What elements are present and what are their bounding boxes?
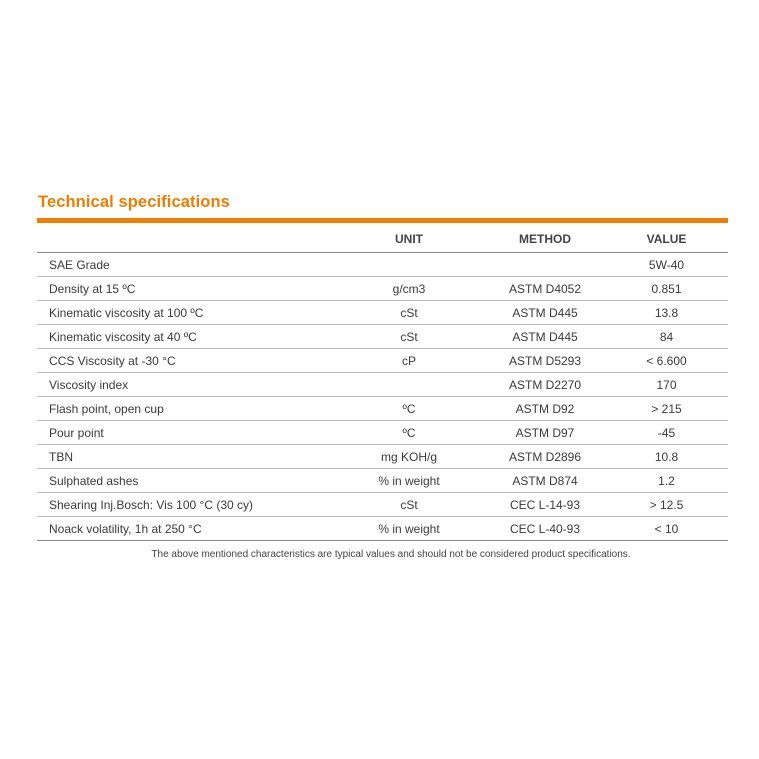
row-method: CEC L-14-93 [485, 493, 605, 517]
table-row [37, 349, 728, 373]
row-value: > 12.5 [605, 493, 728, 517]
row-value: 1.2 [605, 469, 728, 493]
row-value: 5W-40 [605, 253, 728, 277]
row-value: 170 [605, 373, 728, 397]
header-property [37, 226, 333, 253]
section-title: Technical specifications [38, 193, 230, 211]
row-method: ASTM D97 [485, 421, 605, 445]
row-value: 0.851 [605, 277, 728, 301]
table-row [37, 421, 728, 445]
row-method: ASTM D92 [485, 397, 605, 421]
row-label: Kinematic viscosity at 100 ºC [37, 301, 333, 325]
table-row [37, 253, 728, 277]
row-unit: ºC [333, 397, 485, 421]
row-unit [333, 373, 485, 397]
row-value: -45 [605, 421, 728, 445]
row-method: ASTM D445 [485, 325, 605, 349]
row-method: ASTM D2896 [485, 445, 605, 469]
row-method: ASTM D4052 [485, 277, 605, 301]
row-value: < 10 [605, 517, 728, 541]
header-method: METHOD [485, 226, 605, 253]
row-label: Viscosity index [37, 373, 333, 397]
row-unit: % in weight [333, 469, 485, 493]
row-unit [333, 253, 485, 277]
row-unit: cSt [333, 325, 485, 349]
accent-divider [37, 218, 728, 223]
table-row [37, 301, 728, 325]
row-label: Sulphated ashes [37, 469, 333, 493]
row-unit: cP [333, 349, 485, 373]
row-label: Density at 15 ºC [37, 277, 333, 301]
table-row [37, 517, 728, 541]
row-value: 13.8 [605, 301, 728, 325]
table-row [37, 469, 728, 493]
row-unit: cSt [333, 493, 485, 517]
table-row [37, 325, 728, 349]
specifications-table [37, 226, 728, 541]
row-label: Pour point [37, 421, 333, 445]
row-value: > 215 [605, 397, 728, 421]
row-label: SAE Grade [37, 253, 333, 277]
row-method: ASTM D874 [485, 469, 605, 493]
row-unit: cSt [333, 301, 485, 325]
row-value: < 6.600 [605, 349, 728, 373]
table-row [37, 373, 728, 397]
row-method: ASTM D5293 [485, 349, 605, 373]
row-unit: mg KOH/g [333, 445, 485, 469]
footnote: The above mentioned characteristics are typical values and should not be considered product specifications. [151, 549, 631, 560]
row-label: Noack volatility, 1h at 250 °C [37, 517, 333, 541]
header-value: VALUE [605, 226, 728, 253]
row-unit: % in weight [333, 517, 485, 541]
row-method: ASTM D445 [485, 301, 605, 325]
row-label: Kinematic viscosity at 40 ºC [37, 325, 333, 349]
table-row [37, 445, 728, 469]
row-method: ASTM D2270 [485, 373, 605, 397]
row-label: Flash point, open cup [37, 397, 333, 421]
row-label: CCS Viscosity at -30 °C [37, 349, 333, 373]
row-value: 10.8 [605, 445, 728, 469]
row-method: CEC L-40-93 [485, 517, 605, 541]
table-row [37, 493, 728, 517]
row-unit: g/cm3 [333, 277, 485, 301]
row-unit: ºC [333, 421, 485, 445]
row-label: TBN [37, 445, 333, 469]
table-header-row [37, 226, 728, 253]
table-row [37, 277, 728, 301]
row-method [485, 253, 605, 277]
table-row [37, 397, 728, 421]
row-value: 84 [605, 325, 728, 349]
header-unit: UNIT [333, 226, 485, 253]
row-label: Shearing Inj.Bosch: Vis 100 °C (30 cy) [37, 493, 333, 517]
